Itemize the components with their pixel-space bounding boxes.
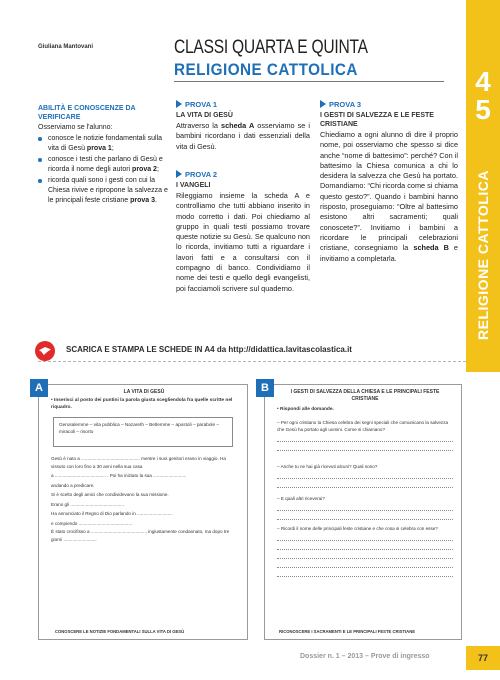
prova1-section [176, 100, 310, 152]
worksheet-a-lines [51, 455, 239, 544]
class-number-4: 4 [475, 66, 491, 97]
answer-field[interactable] [277, 541, 453, 550]
prova2-heading-text: PROVA 2 [185, 170, 218, 179]
bullet-icon [38, 179, 42, 183]
question-block [277, 495, 453, 520]
prova1-text-b: scheda A [221, 121, 255, 130]
arrow-right-icon [176, 170, 182, 178]
prova3-text-a: Chiediamo a ogni alunno di dire il proprio nome, poi osserviamo che spesso si dice anche “nome di battesimo”: perché? Con il battesimo la Chiesa comunica a chi lo desidera la salvezza che Gesù ha portato. Domandiamo: “Chi ricorda come si chiama questo gesto?”. Quando i bambini hanno risposto, proseguiamo: “Oltre al battesimo esistono altri sacramenti; quali conoscete?”. Invitiamo i bambini a ricordare le principali celebrazioni cristiane, consegniamo la [320, 130, 458, 253]
author-name: Giuliana Mantovani [38, 44, 94, 50]
prova3-subtitle: I GESTI DI SALVEZZA E LE FESTE CRISTIANE [320, 112, 434, 128]
worksheet-b [264, 384, 462, 640]
worksheet-a-title: LA VITA DI GESÙ [123, 389, 165, 395]
list-item-text: ricorda quali sono i gesti con cui la Chiesa rivive e ripropone la salvezza e le principali feste cristiane [48, 177, 168, 204]
page-subtitle: RELIGIONE CATTOLICA [174, 60, 358, 79]
side-label-text: RELIGIONE CATTOLICA [475, 170, 491, 340]
worksheet-a-instruction: • Inserisci al posto dei puntini la parola giusta scegliendola fra quelle scritte nel riquadro. [51, 398, 233, 410]
answer-field[interactable] [277, 433, 453, 442]
bullet-icon [38, 137, 42, 141]
answer-field[interactable] [277, 550, 453, 559]
prova-ref: prova 3 [130, 197, 155, 204]
prova2-heading [176, 170, 310, 179]
worksheet-line: Si è scelto degli amici che condividevano la sua missione. [51, 492, 169, 497]
worksheet-b-title: I GESTI DI SALVEZZA DELLA CHIESA E LE PRINCIPALI FESTE CRISTIANE [290, 389, 440, 402]
prova-ref: prova 2 [132, 166, 157, 173]
prova3-section [320, 100, 458, 264]
question-text: – Ricordi il nome delle principali feste cristiane e che cosa si celebra con esse? [277, 526, 438, 531]
page-title: CLASSI QUARTA E QUINTA [174, 37, 368, 58]
side-label [466, 150, 500, 360]
class-number-5: 5 [475, 94, 491, 125]
worksheet-b-tag: B [256, 379, 274, 397]
worksheet-a-tag: A [30, 379, 48, 397]
answer-field[interactable] [277, 568, 453, 577]
list-item [38, 155, 168, 175]
prova3-heading [320, 100, 458, 109]
worksheet-b-instruction: • Rispondi alle domande. [277, 407, 334, 412]
list-item-end: . [155, 197, 157, 204]
list-item-end: ; [156, 166, 159, 173]
worksheet-line: È stato crocifisso a ..........................................., ingiustamente condannato, ma dopo tre giorni .......................... [51, 529, 230, 542]
arrow-right-icon [176, 100, 182, 108]
prova1-heading-text: PROVA 1 [185, 100, 218, 109]
worksheet-a [38, 384, 248, 640]
word-box: Gerusalemme – vita pubblica – Nazareth – Betlemme – apostoli – parabole – miracoli – risorto [53, 417, 233, 447]
prova3-text [320, 130, 458, 264]
footer-text: Dossier n. 1 – 2013 – Prove di ingresso [300, 653, 430, 660]
abilita-list [38, 134, 168, 207]
page-number: 77 [466, 646, 500, 670]
list-item [38, 176, 168, 206]
worksheet-line: Ha annunciato il Regno di Dio parlando in ............................ [51, 511, 173, 516]
list-item [38, 134, 168, 154]
title-divider [174, 81, 444, 82]
prova1-text-a: Attraverso la [176, 121, 222, 130]
answer-field[interactable] [277, 502, 453, 511]
question-text: – E quali altri riceverai? [277, 496, 325, 501]
list-item-text: conosce i testi che parlano di Gesù e ricorda il nome degli autori [48, 156, 163, 173]
answer-field[interactable] [277, 532, 453, 541]
download-link[interactable]: SCARICA E STAMPA LE SCHEDE IN A4 da http://didattica.lavitascolastica.it [66, 345, 352, 354]
question-block [277, 525, 453, 577]
question-block [277, 463, 453, 488]
worksheet-line: Gesù è nato a .............................................. mentre i suoi genitori erano in viaggio. Ha vissuto con loro fino a 30 anni nella sua casa [51, 456, 226, 469]
question-text: – Anche tu ne hai già ricevuti alcuni? Quali sono? [277, 464, 378, 469]
prova3-text-b: scheda B [413, 243, 449, 253]
prova2-section [176, 170, 310, 294]
download-divider [38, 361, 466, 362]
worksheet-b-footer: RICONOSCERE I SACRAMENTI E LE PRINCIPALI FESTE CRISTIANE [279, 629, 416, 634]
worksheet-line: andando a predicare. [51, 482, 95, 488]
prova1-subtitle: LA VITA DI GESÙ [176, 112, 233, 119]
prova2-text: Rileggiamo insieme la scheda A e controlliamo che tutti abbiano inserito in modo corretto i dati. Poi chiediamo al gruppo in quali testi possiamo trovare queste notizie su Gesù. Se qualcuno non lo ricorda, invitiamo tutti a riguardare i lavori fatti e a consultarsi con il compagno di banco. Condividiamo il nome dei testi e quello degli evangelisti, poi facciamoli scrivere sul quaderno. [176, 191, 310, 293]
prova2-subtitle: I VANGELI [176, 182, 211, 189]
worksheet-a-footer: CONOSCERE LE NOTIZIE FONDAMENTALI SULLA VITA DI GESÙ [55, 629, 185, 634]
answer-field[interactable] [277, 559, 453, 568]
answer-field[interactable] [277, 470, 453, 479]
prova1-text-c: osserviamo se i bambini ricordano i dati essenziali della vita di Gesù. [176, 121, 310, 151]
worksheet-line: e compiendo .......................................... [51, 520, 133, 526]
arrow-right-icon [320, 100, 326, 108]
prova-ref: prova 1 [86, 145, 112, 152]
bullet-icon [38, 158, 42, 162]
question-text: – Per ogni cristiano la Chiesa celebra dei segni speciali che comunicano la salvezza che Gesù ha portato agli uomini. Come si chiamano? [277, 420, 449, 432]
answer-field[interactable] [277, 511, 453, 520]
abilita-intro: Osserviamo se l'alunno: [38, 124, 113, 131]
worksheet-line: a ........................................ . Poi ha iniziato la sua .......................... [51, 473, 187, 478]
question-block [277, 419, 453, 451]
prova3-text-c: e invitiamo a completarla. [320, 243, 458, 263]
answer-field[interactable] [277, 442, 453, 451]
dove-icon [35, 341, 55, 361]
prova1-heading [176, 100, 310, 109]
list-item-end: ; [111, 145, 114, 152]
answer-field[interactable] [277, 479, 453, 488]
worksheet-line: Erano gli .......................................... [51, 501, 125, 507]
prova1-text [176, 121, 310, 152]
list-item-text: conosce le notizie fondamentali sulla vita di Gesù [48, 135, 163, 152]
prova3-heading-text: PROVA 3 [329, 100, 362, 109]
abilita-title: ABILITÀ E CONOSCENZE DA VERIFICARE [38, 105, 136, 121]
